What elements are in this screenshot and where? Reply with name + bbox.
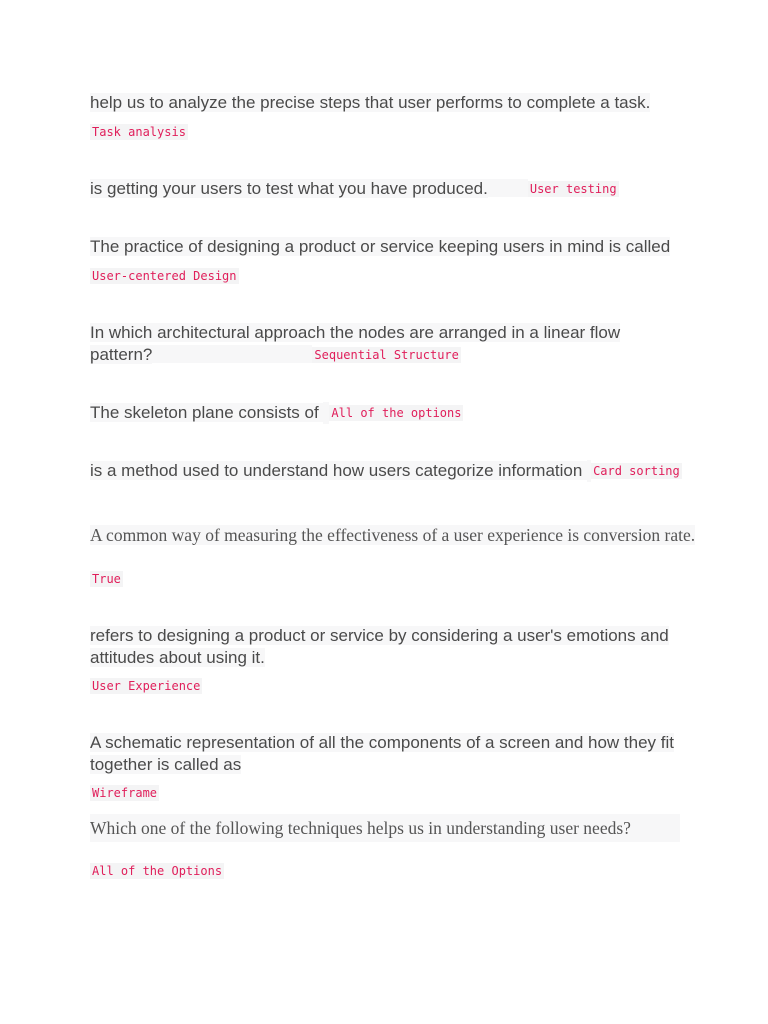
answer-1 bbox=[90, 124, 188, 140]
question-5 bbox=[90, 402, 463, 424]
question-1-text: help us to analyze the precise steps that user performs to complete a task. bbox=[90, 93, 651, 112]
answer-3-text: User-centered Design bbox=[92, 269, 237, 283]
question-8 bbox=[90, 625, 669, 669]
question-4-line2: pattern? bbox=[90, 345, 153, 364]
answer-4-text: Sequential Structure bbox=[314, 348, 459, 362]
question-3 bbox=[90, 236, 670, 258]
question-3-text: The practice of designing a product or service keeping users in mind is called bbox=[90, 237, 671, 256]
answer-10-text: All of the Options bbox=[92, 864, 223, 878]
question-9-line2: together is called as bbox=[90, 755, 242, 774]
question-4-line1: In which architectural approach the nodes are arranged in a linear flow bbox=[90, 323, 621, 342]
question-10 bbox=[90, 814, 680, 842]
answer-9 bbox=[90, 785, 159, 801]
question-7-text: A common way of measuring the effectiveness of a user experience is conversion rate. bbox=[90, 525, 696, 545]
question-9 bbox=[90, 732, 674, 776]
question-2 bbox=[90, 178, 619, 200]
question-2-text: is getting your users to test what you have produced. bbox=[90, 179, 488, 198]
answer-8 bbox=[90, 678, 202, 694]
answer-10 bbox=[90, 863, 224, 879]
question-1 bbox=[90, 92, 650, 114]
answer-2-text: User testing bbox=[529, 182, 617, 196]
answer-9-text: Wireframe bbox=[92, 786, 158, 800]
answer-8-text: User Experience bbox=[92, 679, 201, 693]
question-8-line2: attitudes about using it. bbox=[90, 648, 265, 667]
answer-3 bbox=[90, 268, 239, 284]
answer-1-text: Task analysis bbox=[92, 125, 186, 139]
question-6 bbox=[90, 460, 682, 482]
answer-gap bbox=[152, 345, 312, 363]
question-7 bbox=[90, 524, 695, 546]
answer-6-text: Card sorting bbox=[593, 464, 680, 478]
answer-gap bbox=[488, 179, 528, 197]
question-9-line1: A schematic representation of all the components of a screen and how they fit bbox=[90, 733, 675, 752]
answer-5-text: All of the options bbox=[331, 406, 462, 420]
answer-7-text: True bbox=[92, 572, 121, 586]
question-5-text: The skeleton plane consists of bbox=[90, 403, 324, 422]
question-10-text: Which one of the following techniques helps us in understanding user needs? bbox=[90, 818, 631, 838]
question-4 bbox=[90, 322, 620, 366]
question-6-text: is a method used to understand how users categorize information bbox=[90, 461, 588, 480]
question-8-line1: refers to designing a product or service by considering a user's emotions and bbox=[90, 626, 669, 645]
answer-7 bbox=[90, 571, 123, 587]
